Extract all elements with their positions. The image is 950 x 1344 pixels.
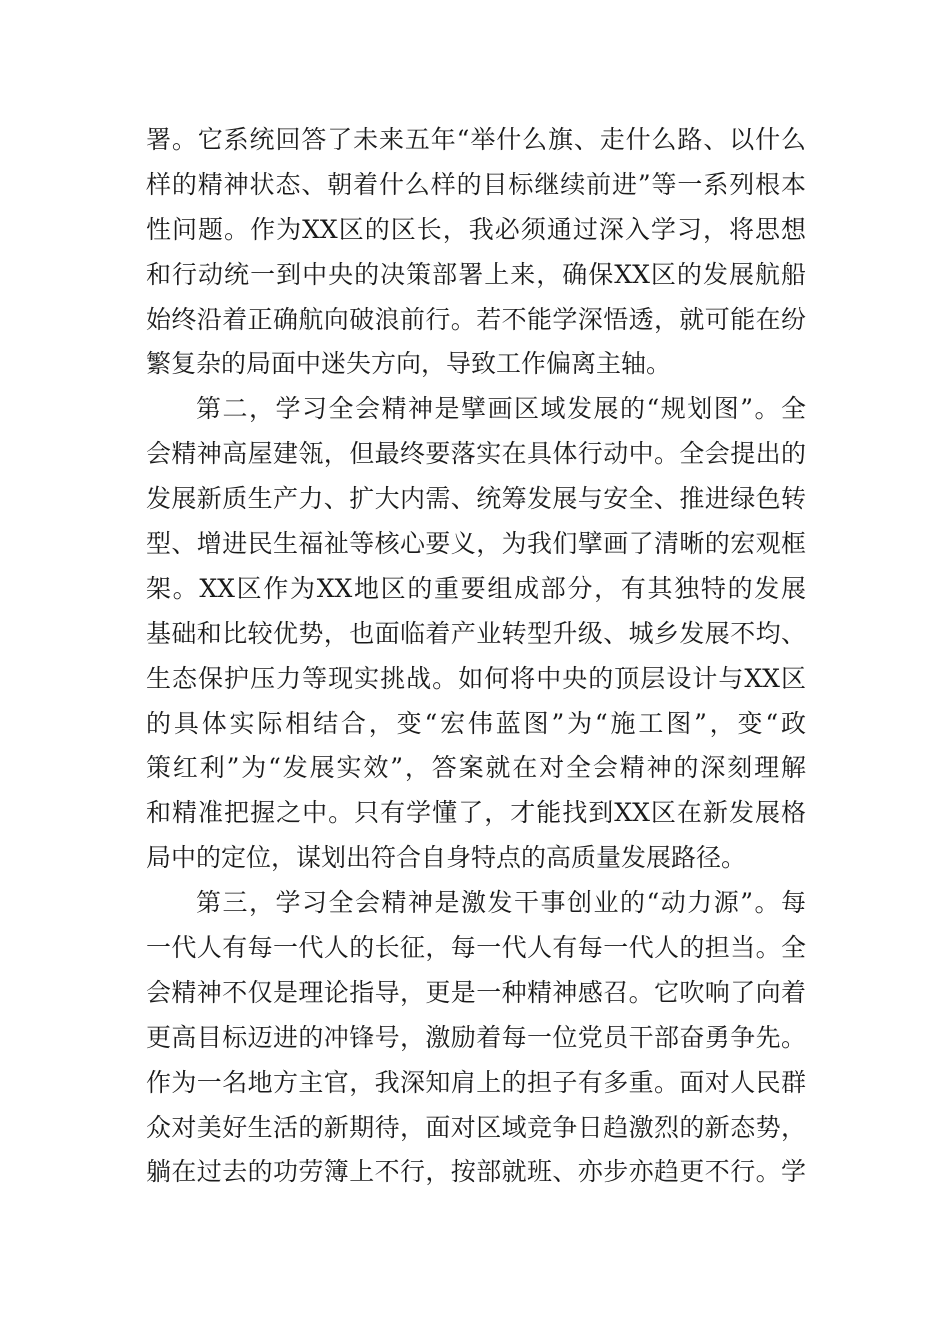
text-line: 型、增进民生福祉等核心要义，为我们擘画了清晰的宏观框 [146, 529, 806, 559]
text-line: 作为一名地方主官，我深知肩上的担子有多重。面对人民群 [146, 1067, 806, 1097]
text-line: 策红利”为“发展实效”，答案就在对全会精神的深刻理解 [146, 753, 806, 783]
text-line: 会精神高屋建瓴，但最终要落实在具体行动中。全会提出的 [146, 439, 806, 469]
text-line: 和精准把握之中。只有学懂了，才能找到XX区在新发展格 [146, 798, 806, 828]
text-line: 局中的定位，谋划出符合自身特点的高质量发展路径。 [146, 843, 747, 873]
text-line: 生态保护压力等现实挑战。如何将中央的顶层设计与XX区 [146, 663, 806, 693]
text-line: 繁复杂的局面中迷失方向，导致工作偏离主轴。 [146, 349, 672, 379]
text-line: 众对美好生活的新期待，面对区域竞争日趋激烈的新态势， [146, 1112, 806, 1142]
paragraph-start-line: 第二，学习全会精神是擘画区域发展的“规划图”。全 [196, 394, 806, 424]
text-line: 基础和比较优势，也面临着产业转型升级、城乡发展不均、 [146, 618, 806, 648]
text-line: 和行动统一到中央的决策部署上来，确保XX区的发展航船 [146, 259, 806, 289]
text-line: 架。XX区作为XX地区的重要组成部分，有其独特的发展 [146, 573, 806, 603]
text-line: 更高目标迈进的冲锋号，激励着每一位党员干部奋勇争先。 [146, 1022, 806, 1052]
text-line: 发展新质生产力、扩大内需、统筹发展与安全、推进绿色转 [146, 484, 806, 514]
document-body [146, 118, 806, 1195]
text-line: 署。它系统回答了未来五年“举什么旗、走什么路、以什么 [146, 125, 806, 154]
paragraph-start-line: 第三，学习全会精神是激发干事创业的“动力源”。每 [196, 888, 806, 918]
text-line: 性问题。作为XX区的区长，我必须通过深入学习，将思想 [146, 214, 806, 244]
text-line: 躺在过去的功劳簿上不行，按部就班、亦步亦趋更不行。学 [146, 1157, 806, 1187]
text-line: 的具体实际相结合，变“宏伟蓝图”为“施工图”，变“政 [146, 708, 806, 738]
text-line: 样的精神状态、朝着什么样的目标继续前进”等一系列根本 [146, 169, 806, 199]
text-line: 会精神不仅是理论指导，更是一种精神感召。它吹响了向着 [146, 977, 806, 1007]
text-line: 一代人有每一代人的长征，每一代人有每一代人的担当。全 [146, 933, 806, 963]
text-line: 始终沿着正确航向破浪前行。若不能学深悟透，就可能在纷 [146, 304, 806, 334]
